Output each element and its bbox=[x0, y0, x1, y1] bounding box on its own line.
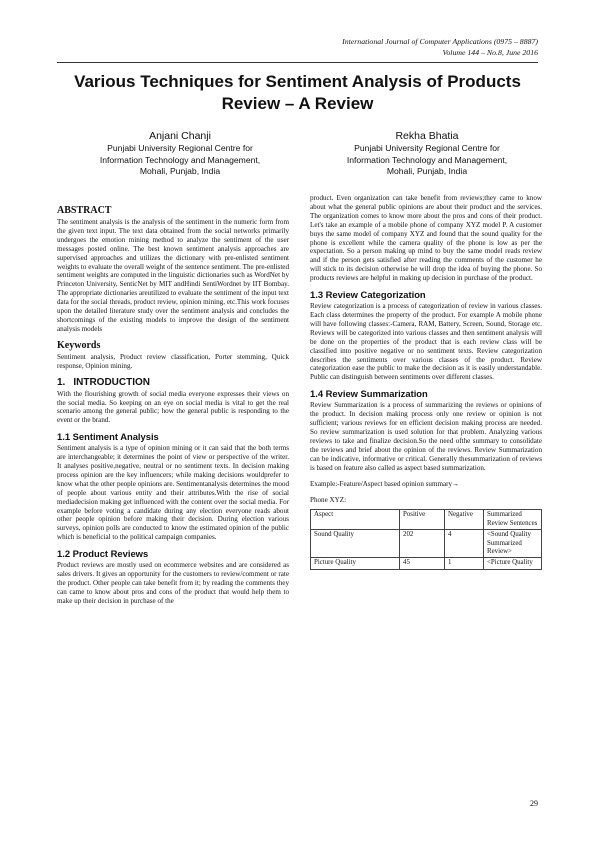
title-line-1: Various Techniques for Sentiment Analysis of Products bbox=[74, 72, 521, 91]
introduction-heading bbox=[57, 377, 289, 389]
author-1 bbox=[65, 129, 295, 178]
section-1-1-heading: 1.1 Sentiment Analysis bbox=[57, 431, 159, 443]
journal-header bbox=[342, 36, 538, 58]
section-1-4-text: Review Summarization is a process of summarizing the reviews or opinions of the product. In decision making process only one review or opinion is not sufficient; various reviews for en efficient decision making process are needed. So review summarization is used solution for that problem. Analyzing various reviews to take and finalize decision.So the need ofthe summary to consolidate the reviews and brief about the opinion of the reviews. Review Summarization can be indicative, informative or critical. Generally thesummarization of reviews is based on feature also called as aspect based summarization. bbox=[310, 401, 542, 472]
table-row bbox=[311, 530, 542, 558]
keywords-text: Sentiment analysis, Product review classification, Porter stemming, Quick response, Opinion mining. bbox=[57, 352, 289, 370]
table-header-row bbox=[311, 510, 542, 530]
header-rule bbox=[57, 62, 538, 63]
section-1-2-continued-text: product. Even organization can take benefit from reviews;they came to know about what the general public opinions are about their product and the services. The organization comes to know more about the pros and cons of their product. Let's take an example of a mobile phone of company XYZ model P. A customer buys the same model of company XYZ and found that the sound quality for the phone is excellent while the camera quality of the phone is low as per the expectation. So a person making up mind to buy the same model reads review and if the person gets satisfied after reading the comments of the customer he will stick to its decision otherwise he will drop the idea of buying the phone. So products reviews are helpful in making up decision in purchase of the product. bbox=[310, 194, 542, 283]
section-1-1-text: Sentiment analysis is a type of opinion mining or it can said that the both terms are interchangeable; it determines the point of view or perspective of the writer. It analyses positive,negative, neutral or no sentiment texts. In decision making process opinion are the key influencers; while making decisions wouldprefer to know what the other people opinions are. Sentimentanalysis determines the mood of people about various entity and their attributes.With the rise of social mediadecision making get influenced with the content over the social media. For example before voting a candidate during any election everyone reads about other people opinion before making their decision. During election various surveys, opinion polls are conducted to know the estimated opinion of the public which is beneficial to the political campaign companies. bbox=[57, 444, 289, 542]
introduction-text: With the flourishing growth of social media everyone expresses their views on the social media. So keeping on an eye on social media is vital to get the real scenario among the general public; how the general public is responding to the event or the brand. bbox=[57, 389, 289, 425]
keywords-heading: Keywords bbox=[57, 339, 101, 351]
section-1-2-heading: 1.2 Product Reviews bbox=[57, 548, 149, 560]
author-name: Anjani Chanji bbox=[149, 130, 211, 142]
author-name: Rekha Bhatia bbox=[395, 130, 459, 142]
section-1-3-heading: 1.3 Review Categorization bbox=[310, 289, 426, 301]
table-header-cell: Summarized Review Sentences bbox=[484, 510, 542, 530]
table-cell: Picture Quality bbox=[311, 558, 400, 569]
author-affiliation-1: Punjabi University Regional Centre for bbox=[354, 143, 500, 153]
section-1-2-text: Product reviews are mostly used on ecommerce websites and are considered as sales drivers. It gives an opportunity for the customers to review/comment or rate the product. Other people can take benefit from it; by reading the comments they can came to know about pros and cons of the product that would help them to make up their decision in purchase of the bbox=[57, 561, 289, 605]
author-affiliation-1: Punjabi University Regional Centre for bbox=[107, 143, 253, 153]
abstract-text: The sentiment analysis is the analysis of the sentiment in the numeric form from the given text input. The text data obtained from the social networks primarily undergoes the emotion mining method to analyze the sentiment of the user messages posted online. The best known sentiment analysis approaches are supervised approaches and utilizes the dictionary with pre-enlisted sentiment weights to evaluate the overall weight of the sentence sentiment. The pre-enlisted sentiment weights are computed in the linguistic dictionaries such as WordNet by Princeton University, SenticNet by MIT andHindi SentiWordnet by IIT Bombay. The appropriate dictionaries areutilized to evaluate the sentiment of the input text data for the social threads, product review, opinion mining, etc.This work focuses upon the detailed literature study over the sentiment analysis and concludes the shortcomings of the existing models to improve the design of the sentiment analysis models bbox=[57, 218, 289, 333]
author-affiliation-2: Information Technology and Management, bbox=[99, 154, 261, 165]
abstract-heading: ABSTRACT bbox=[57, 205, 112, 216]
author-affiliation-3: Mohali, Punjab, India bbox=[386, 166, 468, 176]
table-cell: <Picture Quality bbox=[484, 558, 542, 569]
right-column bbox=[310, 194, 542, 570]
table-cell: 45 bbox=[400, 558, 445, 569]
example-text: Example:-Feature/Aspect based opinion summary bbox=[310, 480, 453, 489]
table-header-cell: Aspect bbox=[311, 510, 400, 530]
journal-volume: Volume 144 – No.8, June 2016 bbox=[442, 48, 538, 57]
table-cell: 202 bbox=[400, 530, 445, 558]
table-cell: <Sound Quality Summarized Review> bbox=[484, 530, 542, 558]
right-arrow-icon: → bbox=[452, 480, 460, 489]
section-1-3-text: Review categorization is a process of categorization of review in various classes. Each class determines the property of the product. For example A mobile phone will have following classes:-Camera, RAM, Battery, Screen, Sound, Storage etc. Reviews will be categorized into various classes and then sentiment analysis will be done on the properties of the product that is each review class will be classified into positive negative or no sentiment texts. Review categorization describes the sentiments over various classes of the product. Review categorization ease the public to make the decision as it is easily understandable. Public can distinguish between sentiments over different classes. bbox=[310, 302, 542, 382]
section-1-4-heading: 1.4 Review Summarization bbox=[310, 388, 428, 400]
section-title: INTRODUCTION bbox=[73, 376, 151, 388]
aspect-summary-table bbox=[310, 509, 542, 569]
table-cell: Sound Quality bbox=[311, 530, 400, 558]
title-line-2: Review – A Review bbox=[221, 94, 374, 113]
author-affiliation-3: Mohali, Punjab, India bbox=[139, 166, 221, 176]
paper-title bbox=[40, 71, 555, 115]
page-number: 29 bbox=[530, 799, 538, 808]
phone-label: Phone XYZ: bbox=[310, 496, 347, 505]
table-header-cell: Negative bbox=[445, 510, 484, 530]
section-number: 1. bbox=[57, 376, 66, 388]
example-line bbox=[310, 480, 542, 489]
left-column bbox=[57, 205, 289, 606]
journal-name: International Journal of Computer Applications (0975 – 8887) bbox=[342, 37, 538, 46]
table-cell: 4 bbox=[445, 530, 484, 558]
table-row bbox=[311, 558, 542, 569]
author-affiliation-2: Information Technology and Management, bbox=[346, 154, 508, 165]
author-2 bbox=[312, 129, 542, 178]
table-header-cell: Positive bbox=[400, 510, 445, 530]
table-cell: 1 bbox=[445, 558, 484, 569]
